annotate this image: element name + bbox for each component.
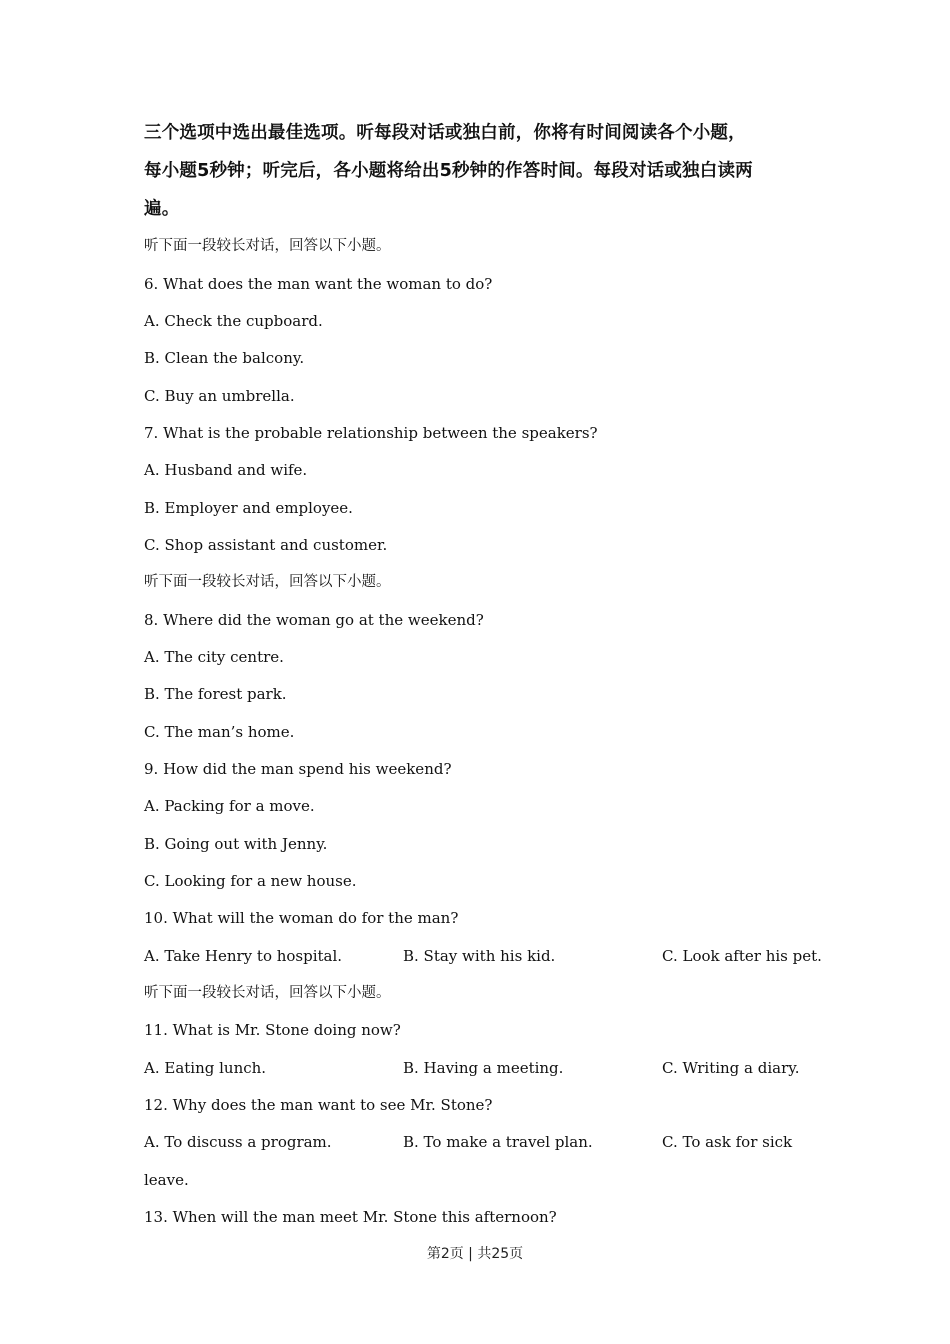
question-6: 6. What does the man want the woman to do? (144, 275, 493, 293)
instruction-line-3: 遍。 (144, 199, 180, 219)
question-8-option-b: B. The forest park. (144, 685, 287, 703)
question-9-option-c: C. Looking for a new house. (144, 872, 357, 890)
question-8-option-c: C. The man’s home. (144, 723, 295, 741)
instruction-line-1: 三个选项中选出最佳选项。听每段对话或独白前，你将有时间阅读各个小题， (144, 123, 746, 143)
question-9: 9. How did the man spend his weekend? (144, 760, 452, 778)
question-7-option-b: B. Employer and employee. (144, 499, 353, 517)
question-11-option-c: C. Writing a diary. (662, 1059, 800, 1077)
page-footer: 第2页 | 共25页 (426, 1246, 524, 1262)
question-9-option-b: B. Going out with Jenny. (144, 835, 328, 853)
question-10: 10. What will the woman do for the man? (144, 909, 459, 927)
question-11-option-b: B. Having a meeting. (403, 1059, 564, 1077)
section-intro: 听下面一段较长对话，回答以下小题。 (144, 574, 391, 590)
section-intro: 听下面一段较长对话，回答以下小题。 (144, 985, 391, 1001)
question-12-option-c: C. To ask for sick (662, 1133, 793, 1151)
question-8: 8. Where did the woman go at the weekend? (144, 611, 484, 629)
question-11-option-a: A. Eating lunch. (144, 1059, 267, 1077)
question-12: 12. Why does the man want to see Mr. Stone? (144, 1096, 493, 1114)
question-12-option-c-continued: leave. (144, 1171, 189, 1189)
instruction-line-2: 每小题5秒钟；听完后，各小题将给出5秒钟的作答时间。每段对话或独白读两 (144, 161, 753, 181)
question-6-option-a: A. Check the cupboard. (144, 312, 323, 330)
question-10-option-c: C. Look after his pet. (662, 947, 822, 965)
question-7-option-a: A. Husband and wife. (144, 461, 308, 479)
section-intro: 听下面一段较长对话，回答以下小题。 (144, 238, 391, 254)
question-7: 7. What is the probable relationship between the speakers? (144, 424, 598, 442)
question-12-option-a: A. To discuss a program. (144, 1133, 332, 1151)
question-6-option-c: C. Buy an umbrella. (144, 387, 295, 405)
question-9-option-a: A. Packing for a move. (144, 797, 315, 815)
question-13: 13. When will the man meet Mr. Stone this afternoon? (144, 1208, 557, 1226)
question-8-option-a: A. The city centre. (144, 648, 284, 666)
question-7-option-c: C. Shop assistant and customer. (144, 536, 388, 554)
question-11: 11. What is Mr. Stone doing now? (144, 1021, 401, 1039)
question-10-option-a: A. Take Henry to hospital. (144, 947, 343, 965)
question-10-option-b: B. Stay with his kid. (403, 947, 556, 965)
question-6-option-b: B. Clean the balcony. (144, 349, 305, 367)
question-12-option-b: B. To make a travel plan. (403, 1133, 593, 1151)
